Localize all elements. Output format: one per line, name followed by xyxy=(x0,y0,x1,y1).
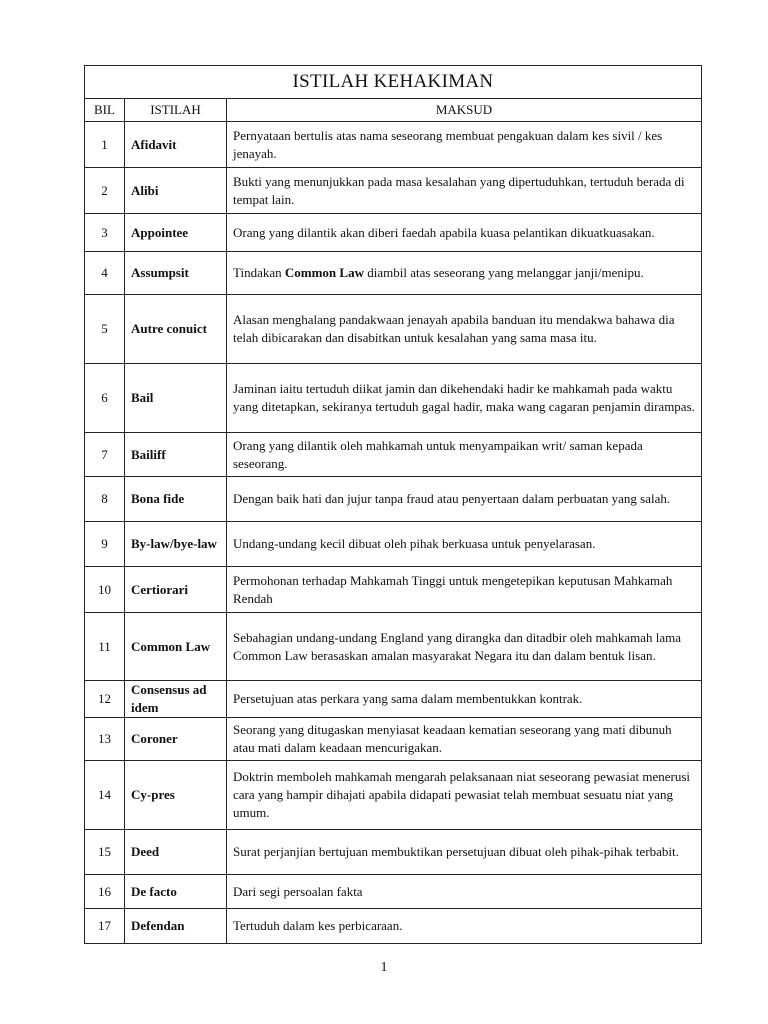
table-row xyxy=(85,214,702,252)
row-number: 11 xyxy=(85,613,125,681)
meaning: Sebahagian undang-undang England yang dirangka dan ditadbir oleh mahkamah lama Common Law berasaskan amalan masyarakat Negara itu dan dalam bentuk lisan. xyxy=(227,613,702,681)
term: Appointee xyxy=(125,214,227,252)
meaning: Persetujuan atas perkara yang sama dalam membentukkan kontrak. xyxy=(227,681,702,718)
row-number: 14 xyxy=(85,761,125,830)
glossary-table xyxy=(84,65,702,944)
meaning: Tertuduh dalam kes perbicaraan. xyxy=(227,909,702,944)
row-number: 6 xyxy=(85,364,125,433)
meaning: Undang-undang kecil dibuat oleh pihak berkuasa untuk penyelarasan. xyxy=(227,522,702,567)
meaning: Orang yang dilantik akan diberi faedah apabila kuasa pelantikan dikuatkuasakan. xyxy=(227,214,702,252)
table-row xyxy=(85,875,702,909)
row-number: 17 xyxy=(85,909,125,944)
term: Bail xyxy=(125,364,227,433)
table-row xyxy=(85,252,702,295)
table-title: ISTILAH KEHAKIMAN xyxy=(85,66,702,99)
meaning-text: Tindakan xyxy=(233,265,285,280)
meaning: Pernyataan bertulis atas nama seseorang membuat pengakuan dalam kes sivil / kes jenayah. xyxy=(227,122,702,168)
header-istilah: ISTILAH xyxy=(125,99,227,122)
row-number: 3 xyxy=(85,214,125,252)
row-number: 10 xyxy=(85,567,125,613)
term: De facto xyxy=(125,875,227,909)
meaning-bold-text: Common Law xyxy=(284,265,364,280)
term: Defendan xyxy=(125,909,227,944)
meaning: Orang yang dilantik oleh mahkamah untuk menyampaikan writ/ saman kepada seseorang. xyxy=(227,433,702,477)
row-number: 7 xyxy=(85,433,125,477)
header-maksud: MAKSUD xyxy=(227,99,702,122)
term: Assumpsit xyxy=(125,252,227,295)
term: Deed xyxy=(125,830,227,875)
table-row xyxy=(85,433,702,477)
table-row xyxy=(85,364,702,433)
term: Autre conuict xyxy=(125,295,227,364)
table-row xyxy=(85,295,702,364)
table-row xyxy=(85,830,702,875)
meaning: Alasan menghalang pandakwaan jenayah apabila banduan itu mendakwa bahawa dia telah dibicarakan dan disabitkan untuk kesalahan yang sama masa itu. xyxy=(227,295,702,364)
table-row xyxy=(85,718,702,761)
page-number: 1 xyxy=(380,960,388,975)
row-number: 13 xyxy=(85,718,125,761)
term: Certiorari xyxy=(125,567,227,613)
term: By-law/bye-law xyxy=(125,522,227,567)
table-row xyxy=(85,909,702,944)
term: Bailiff xyxy=(125,433,227,477)
header-bil: BIL xyxy=(85,99,125,122)
row-number: 15 xyxy=(85,830,125,875)
meaning: Jaminan iaitu tertuduh diikat jamin dan dikehendaki hadir ke mahkamah pada waktu yang ditetapkan, sekiranya tertuduh gagal hadir, maka wang cagaran penjamin dirampas. xyxy=(227,364,702,433)
meaning: Bukti yang menunjukkan pada masa kesalahan yang dipertuduhkan, tertuduh berada di tempat lain. xyxy=(227,168,702,214)
table-row xyxy=(85,122,702,168)
row-number: 5 xyxy=(85,295,125,364)
table-row xyxy=(85,613,702,681)
term: Afidavit xyxy=(125,122,227,168)
meaning: Dari segi persoalan fakta xyxy=(227,875,702,909)
row-number: 1 xyxy=(85,122,125,168)
meaning-text: diambil atas seseorang yang melanggar janji/menipu. xyxy=(363,265,644,280)
term: Bona fide xyxy=(125,477,227,522)
table-row xyxy=(85,567,702,613)
row-number: 12 xyxy=(85,681,125,718)
meaning xyxy=(227,252,702,295)
term: Alibi xyxy=(125,168,227,214)
meaning: Surat perjanjian bertujuan membuktikan persetujuan dibuat oleh pihak-pihak terbabit. xyxy=(227,830,702,875)
term: Cy-pres xyxy=(125,761,227,830)
table-row xyxy=(85,681,702,718)
term: Common Law xyxy=(125,613,227,681)
table-row xyxy=(85,477,702,522)
row-number: 8 xyxy=(85,477,125,522)
meaning: Seorang yang ditugaskan menyiasat keadaan kematian seseorang yang mati dibunuh atau mati dalam keadaan mencurigakan. xyxy=(227,718,702,761)
term: Consensus ad idem xyxy=(125,681,227,718)
table-row xyxy=(85,522,702,567)
row-number: 9 xyxy=(85,522,125,567)
table-row xyxy=(85,761,702,830)
meaning: Permohonan terhadap Mahkamah Tinggi untuk mengetepikan keputusan Mahkamah Rendah xyxy=(227,567,702,613)
row-number: 2 xyxy=(85,168,125,214)
meaning: Dengan baik hati dan jujur tanpa fraud atau penyertaan dalam perbuatan yang salah. xyxy=(227,477,702,522)
term: Coroner xyxy=(125,718,227,761)
table-row xyxy=(85,168,702,214)
row-number: 16 xyxy=(85,875,125,909)
meaning: Doktrin memboleh mahkamah mengarah pelaksanaan niat seseorang pewasiat menerusi cara yang hampir dihajati apabila didapati pewasiat telah membuat sesuatu niat yang umum. xyxy=(227,761,702,830)
row-number: 4 xyxy=(85,252,125,295)
